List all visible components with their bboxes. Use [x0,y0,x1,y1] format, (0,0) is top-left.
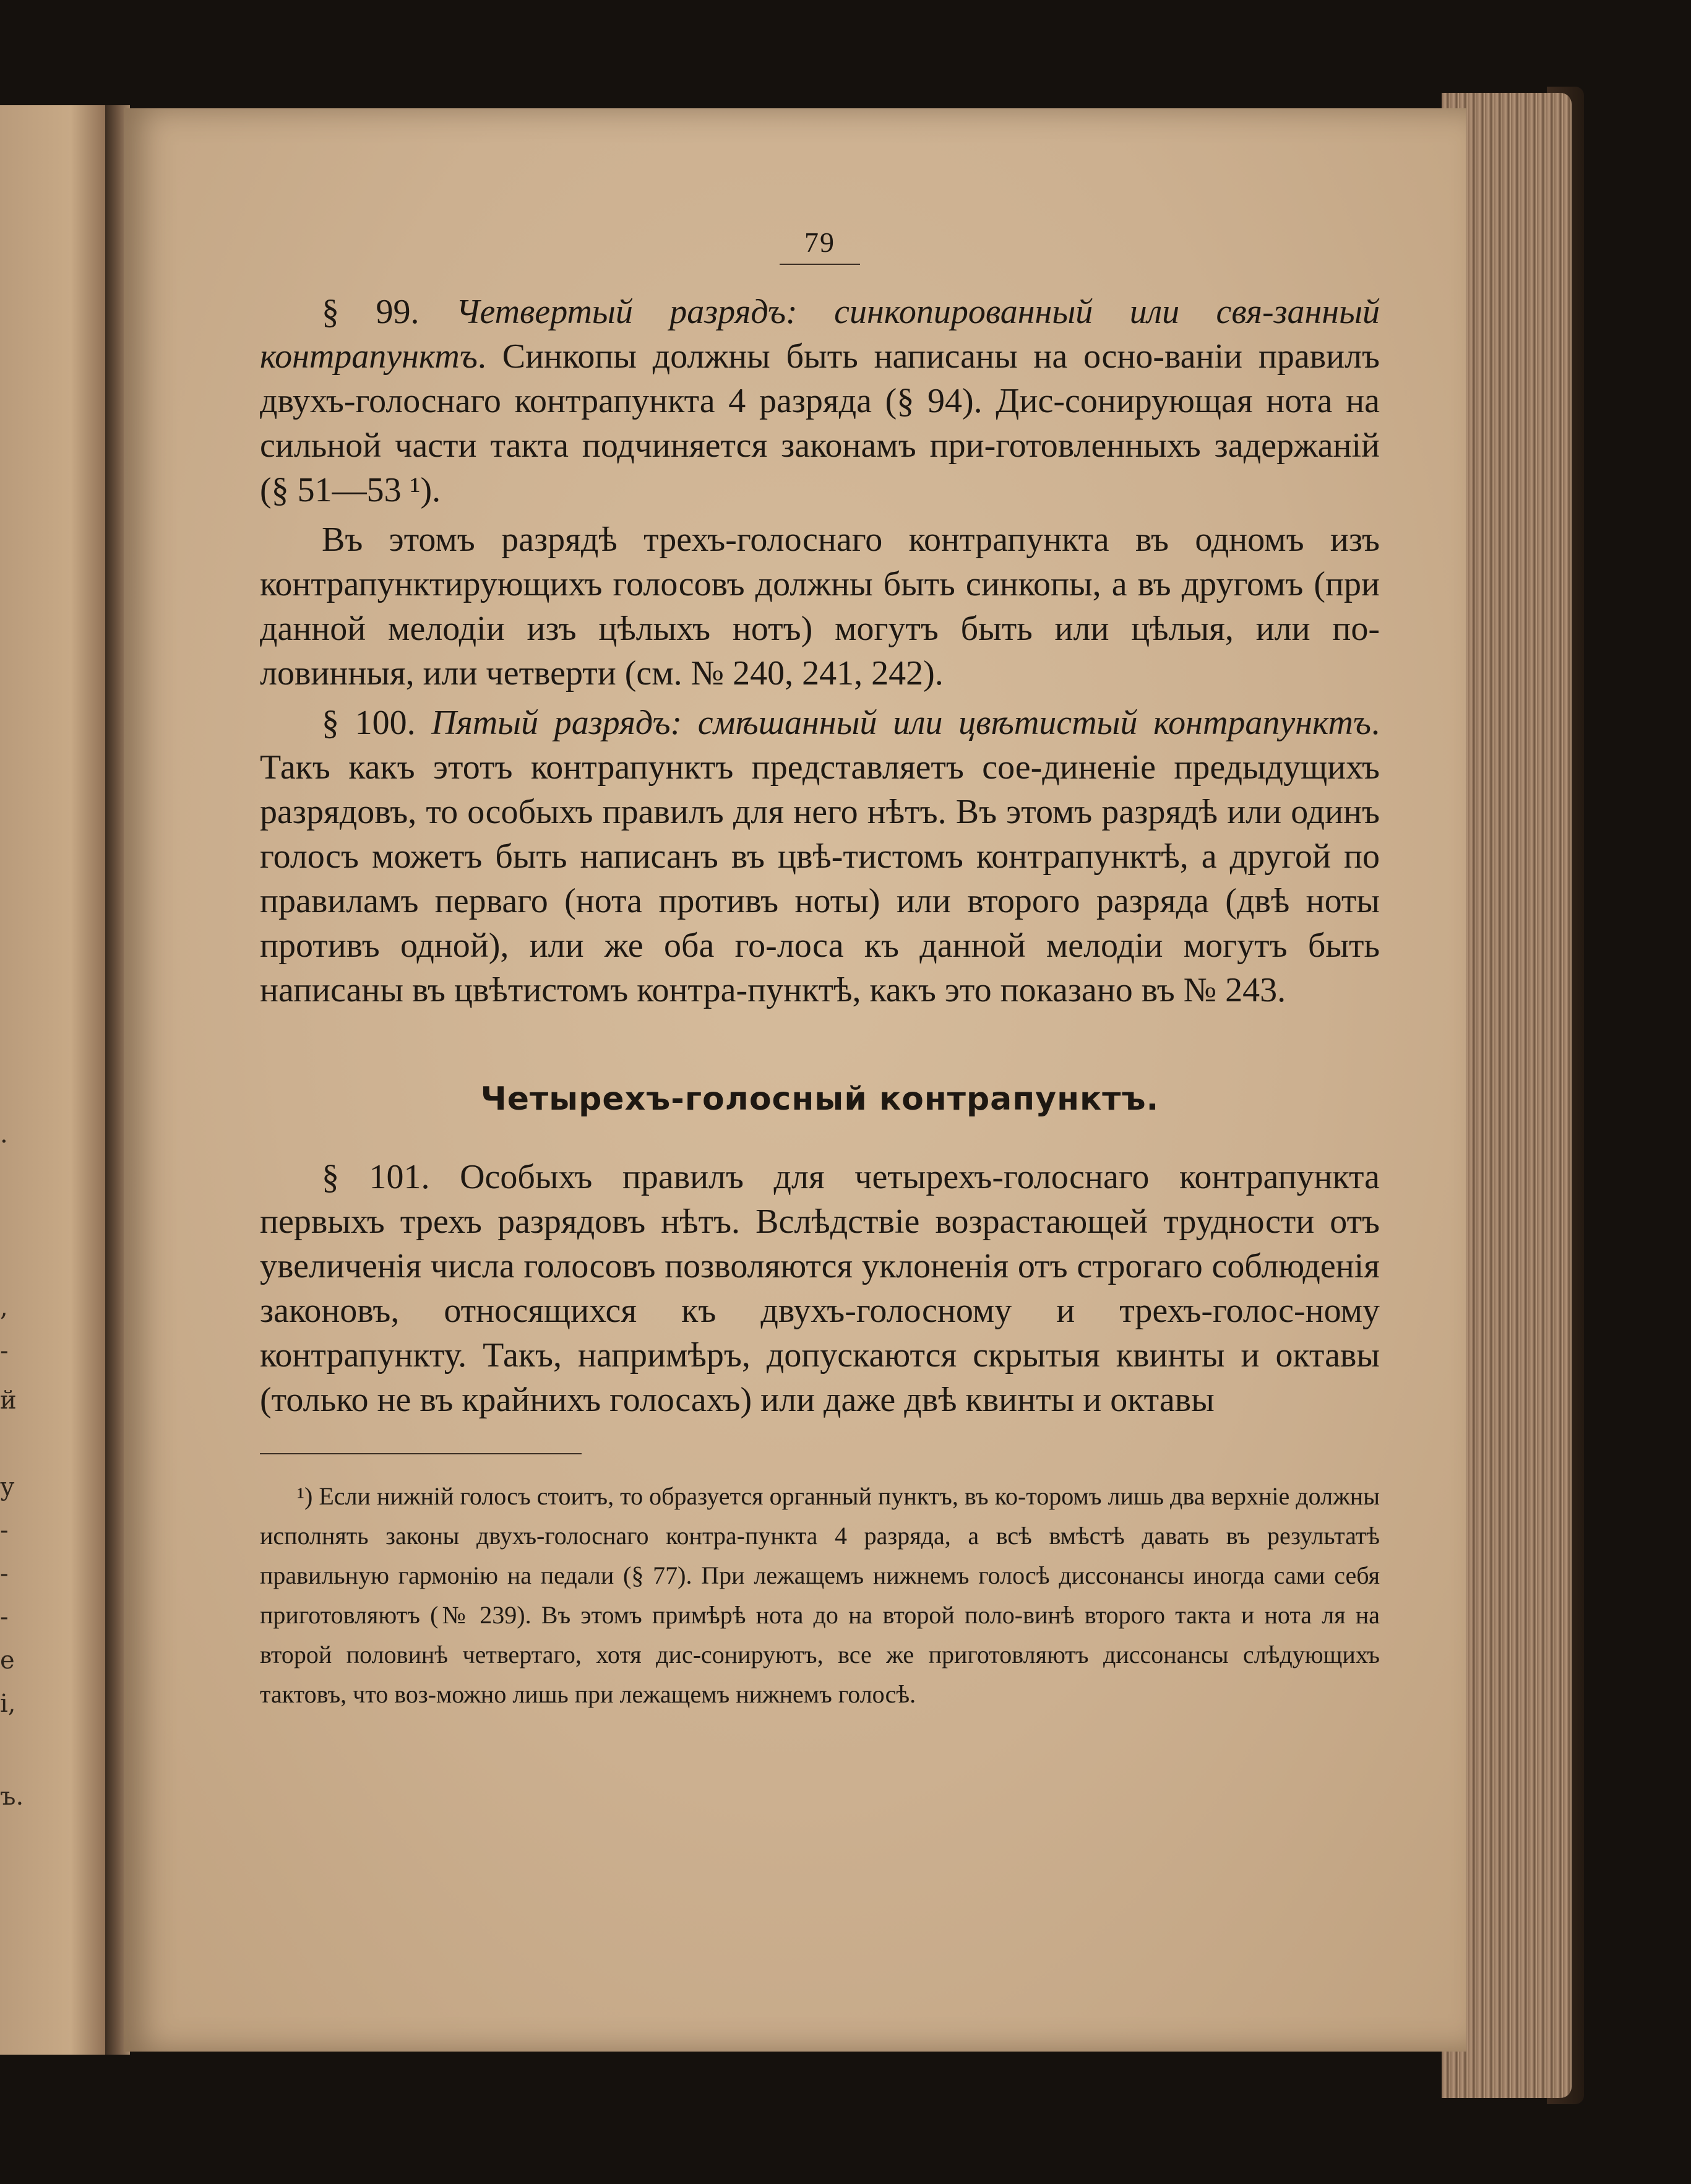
page-content [260,226,1380,1714]
paragraph-100: § 100. Пятый разрядъ: смѣшанный или цвѣтистый контрапунктъ. Такъ какъ этотъ контрапунктъ представляетъ сое-диненіе предыдущихъ разрядовъ, то особыхъ правилъ для него нѣтъ. Въ этомъ разрядѣ или одинъ голосъ можетъ быть написанъ въ цвѣ-тистомъ контрапунктѣ, а другой по правиламъ перваго (нота противъ ноты) или второго разряда (двѣ ноты противъ одной), или же оба го-лоса къ данной мелодіи могутъ быть написаны въ цвѣтистомъ контра-пунктѣ, какъ это показано въ № 243. [260,704,1380,1009]
left-fragment: е [0,1646,15,1675]
left-fragment: у [0,1473,15,1501]
left-fragment: . [0,1120,8,1149]
left-fragment: - [0,1337,9,1365]
paragraph-101: § 101. Особыхъ правилъ для четырехъ-голоснаго контрапункта первыхъ трехъ разрядовъ нѣтъ. Вслѣдствіе возрастающей трудности отъ увеличенія числа голосовъ позволяются уклоненія отъ строгаго соблюденія законовъ, относящихся къ двухъ-голосному и трехъ-голос-ному контрапункту. Такъ, напримѣръ, допускаются скрытыя квинты и октавы (только не въ крайнихъ голосахъ) или даже двѣ квинты и октавы [260,1158,1380,1419]
page-number: 79 [260,226,1380,265]
right-page [124,108,1466,2052]
left-fragment: й [0,1386,17,1415]
left-fragment: і, [0,1690,16,1718]
left-fragment: - [0,1560,9,1588]
left-fragment: - [0,1603,9,1631]
left-page-fragments [0,105,24,2055]
section-title-italic: Пятый разрядъ: смѣшанный или цвѣтистый контрапунктъ [431,704,1371,742]
footnote-rule [260,1453,582,1454]
footnote: ¹) Если нижній голосъ стоитъ, то образуется органный пунктъ, въ ко-торомъ лишь два верхніе должны исполнять законы двухъ-голоснаго контра-пункта 4 разряда, а всѣ вмѣстѣ давать въ результатѣ правильную гармонію на педали (§ 77). При лежащемъ нижнемъ голосѣ диссонансы иногда сами себя приготовляютъ (№ 239). Въ этомъ примѣрѣ нота до на второй поло-винѣ второго такта и нота ля на второй половинѣ четвертаго, хотя дис-сонируютъ, все же приготовляютъ диссонансы слѣдующихъ тактовъ, что воз-можно лишь при лежащемъ нижнемъ голосѣ. [260,1482,1380,1708]
section-heading: Четырехъ-голосный контрапунктъ. [480,1081,1160,1118]
paragraph-99: § 99. Четвертый разрядъ: синкопированный или свя-занный контрапунктъ. Синкопы должны быть написаны на осно-ваніи правилъ двухъ-голоснаго контрапункта 4 разряда (§ 94). Дис-сонирующая нота на сильной части такта подчиняется законамъ при-готовленныхъ задержаній (§ 51—53 ¹). [260,293,1380,509]
section-title-italic: Четвертый разрядъ: синкопированный или свя-занный контрапунктъ [260,293,1380,376]
left-fragment: ъ. [0,1782,24,1811]
left-fragment: - [0,1516,9,1545]
left-page-edge [0,105,118,2055]
paragraph-99-continued: Въ этомъ разрядѣ трехъ-голоснаго контрапункта въ одномъ изъ контрапунктирующихъ голосовъ должны быть синкопы, а въ другомъ (при данной мелодіи изъ цѣлыхъ нотъ) могутъ быть или цѣлыя, или по-ловинныя, или четверти (см. № 240, 241, 242). [260,520,1380,693]
left-fragment: , [0,1293,8,1322]
footnote-marker: ¹) [297,1482,313,1510]
